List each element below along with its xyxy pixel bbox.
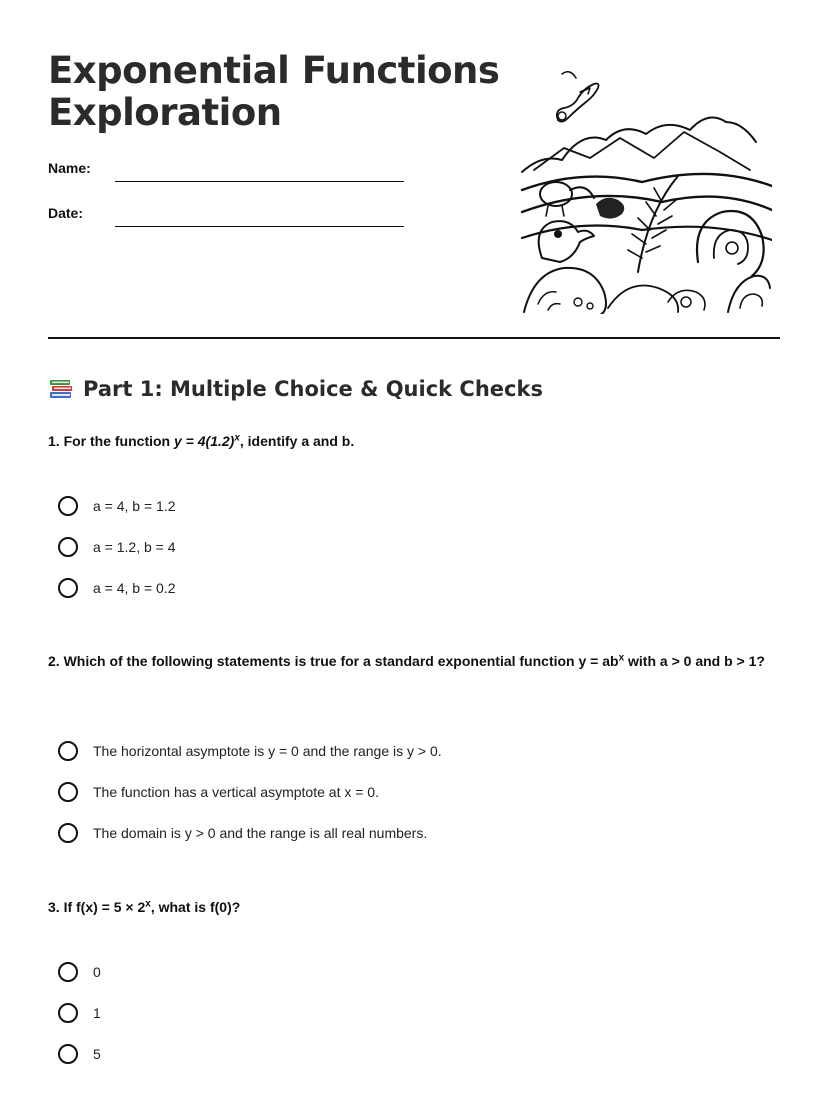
option-label: a = 4, b = 0.2 — [93, 580, 176, 596]
option-label: 0 — [93, 964, 101, 980]
radio-button[interactable] — [58, 578, 78, 598]
part1-heading — [48, 376, 543, 402]
title-line-1: Exponential Functions — [48, 49, 500, 92]
radio-button[interactable] — [58, 1003, 78, 1023]
question-3-text: 3. If $f(x) = 5 \times 2^x$, what is f(0)? — [48, 898, 241, 915]
part1-heading-text: Part 1: Multiple Choice & Quick Checks — [83, 377, 543, 401]
question-2-option-2[interactable] — [58, 782, 379, 802]
question-3-option-2[interactable] — [58, 1003, 101, 1023]
option-label: a = 1.2, b = 4 — [93, 539, 176, 555]
question-2-text: 2. Which of the following statements is true for a standard exponential function $y = ab^x$ with a > 0 and b > 1? — [48, 652, 765, 669]
radio-button[interactable] — [58, 537, 78, 557]
section-divider — [48, 337, 780, 339]
name-field-line[interactable] — [115, 181, 404, 182]
name-label: Name: — [48, 160, 91, 176]
books-icon — [48, 376, 74, 402]
option-label: 5 — [93, 1046, 101, 1062]
radio-button[interactable] — [58, 962, 78, 982]
question-3-option-3[interactable] — [58, 1044, 101, 1064]
radio-button[interactable] — [58, 1044, 78, 1064]
radio-button[interactable] — [58, 741, 78, 761]
page-title — [48, 50, 508, 134]
question-1-option-3[interactable] — [58, 578, 176, 598]
radio-button[interactable] — [58, 496, 78, 516]
question-1-text: 1. For the function $y = 4(1.2)^x$, identify a and b. — [48, 432, 355, 449]
option-label: a = 4, b = 1.2 — [93, 498, 176, 514]
question-1-option-2[interactable] — [58, 537, 176, 557]
radio-button[interactable] — [58, 782, 78, 802]
option-label: The domain is y > 0 and the range is all real numbers. — [93, 825, 428, 841]
option-label: 1 — [93, 1005, 101, 1021]
radio-button[interactable] — [58, 823, 78, 843]
date-label: Date: — [48, 205, 84, 221]
question-1-option-1[interactable] — [58, 496, 176, 516]
question-3-option-1[interactable] — [58, 962, 101, 982]
landscape-illustration — [518, 62, 772, 314]
option-label: The horizontal asymptote is y = 0 and the range is y > 0. — [93, 743, 442, 759]
title-line-2: Exploration — [48, 91, 282, 134]
question-2-option-1[interactable] — [58, 741, 442, 761]
question-2-option-3[interactable] — [58, 823, 427, 843]
date-field-line[interactable] — [115, 226, 404, 227]
option-label: The function has a vertical asymptote at x = 0. — [93, 784, 379, 800]
